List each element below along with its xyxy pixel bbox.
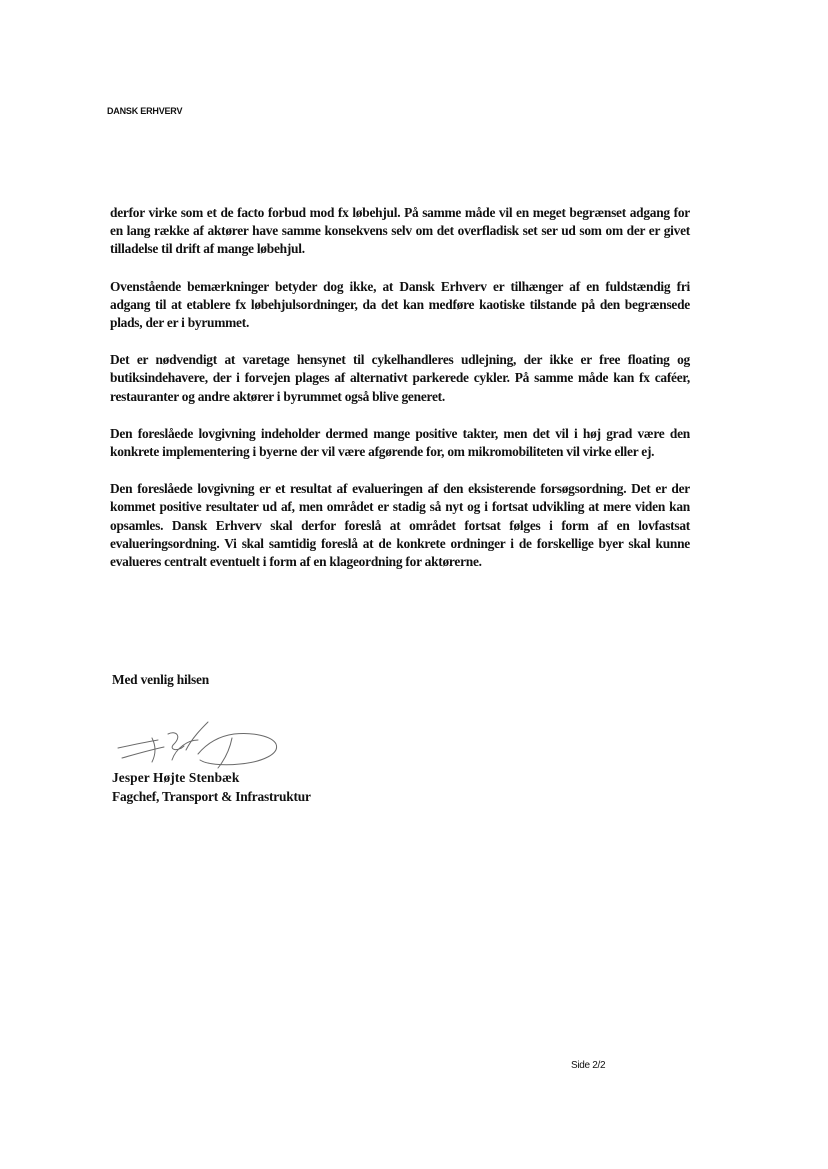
handwritten-signature xyxy=(112,718,282,774)
signer-title: Fagchef, Transport & Infrastruktur xyxy=(112,789,311,804)
paragraph-5: Den foreslåede lovgivning er et resultat af evalueringen af den eksisterende forsøgsordning. Det er der kommet positive resultater ud af, men området er stadig så nyt og i fortsat udvikling at mere viden kan opsamles. Dansk Erhverv skal derfor foreslå at området fortsat følges i form af en lovfastsat evalueringsordning. Vi skal samtidig foreslå at de konkrete ordninger i de forskellige byer skal kunne evalueres centralt eventuelt i form af en klageordning for aktørerne. xyxy=(110,481,690,570)
salutation: Med venlig hilsen xyxy=(112,672,210,687)
paragraph-3: Det er nødvendigt at varetage hensynet til cykelhandleres udlejning, der ikke er free floating og butiksindehavere, der i forvejen plages af alternativt parkerede cykler. På samme måde kan fx caféer, restauranter og andre aktører i byrummet også blive generet. xyxy=(110,352,690,404)
paragraph-4: Den foreslåede lovgivning indeholder dermed mange positive takter, men det vil i høj grad være den konkrete implementering i byerne der vil være afgørende for, om mikromobiliteten vil virke eller ej. xyxy=(110,425,690,460)
paragraph-1: derfor virke som et de facto forbud mod fx løbehjul. På samme måde vil en meget begrænset adgang for en lang række af aktører have samme konsekvens selv om det overfladisk set ser ud som om der er givet tilladelse til drift af mange løbehjul. xyxy=(110,205,690,257)
organization-header: DANSK ERHVERV xyxy=(107,106,183,116)
letter-body xyxy=(110,204,690,590)
signer-name: Jesper Højte Stenbæk xyxy=(112,770,240,785)
page-number: Side 2/2 xyxy=(571,1060,606,1071)
paragraph-2: Ovenstående bemærkninger betyder dog ikke, at Dansk Erhverv er tilhænger af en fuldstændig fri adgang til at etablere fx løbehjulsordninger, da det kan medføre kaotiske tilstande på den begrænsede plads, der er i byrummet. xyxy=(110,278,690,331)
